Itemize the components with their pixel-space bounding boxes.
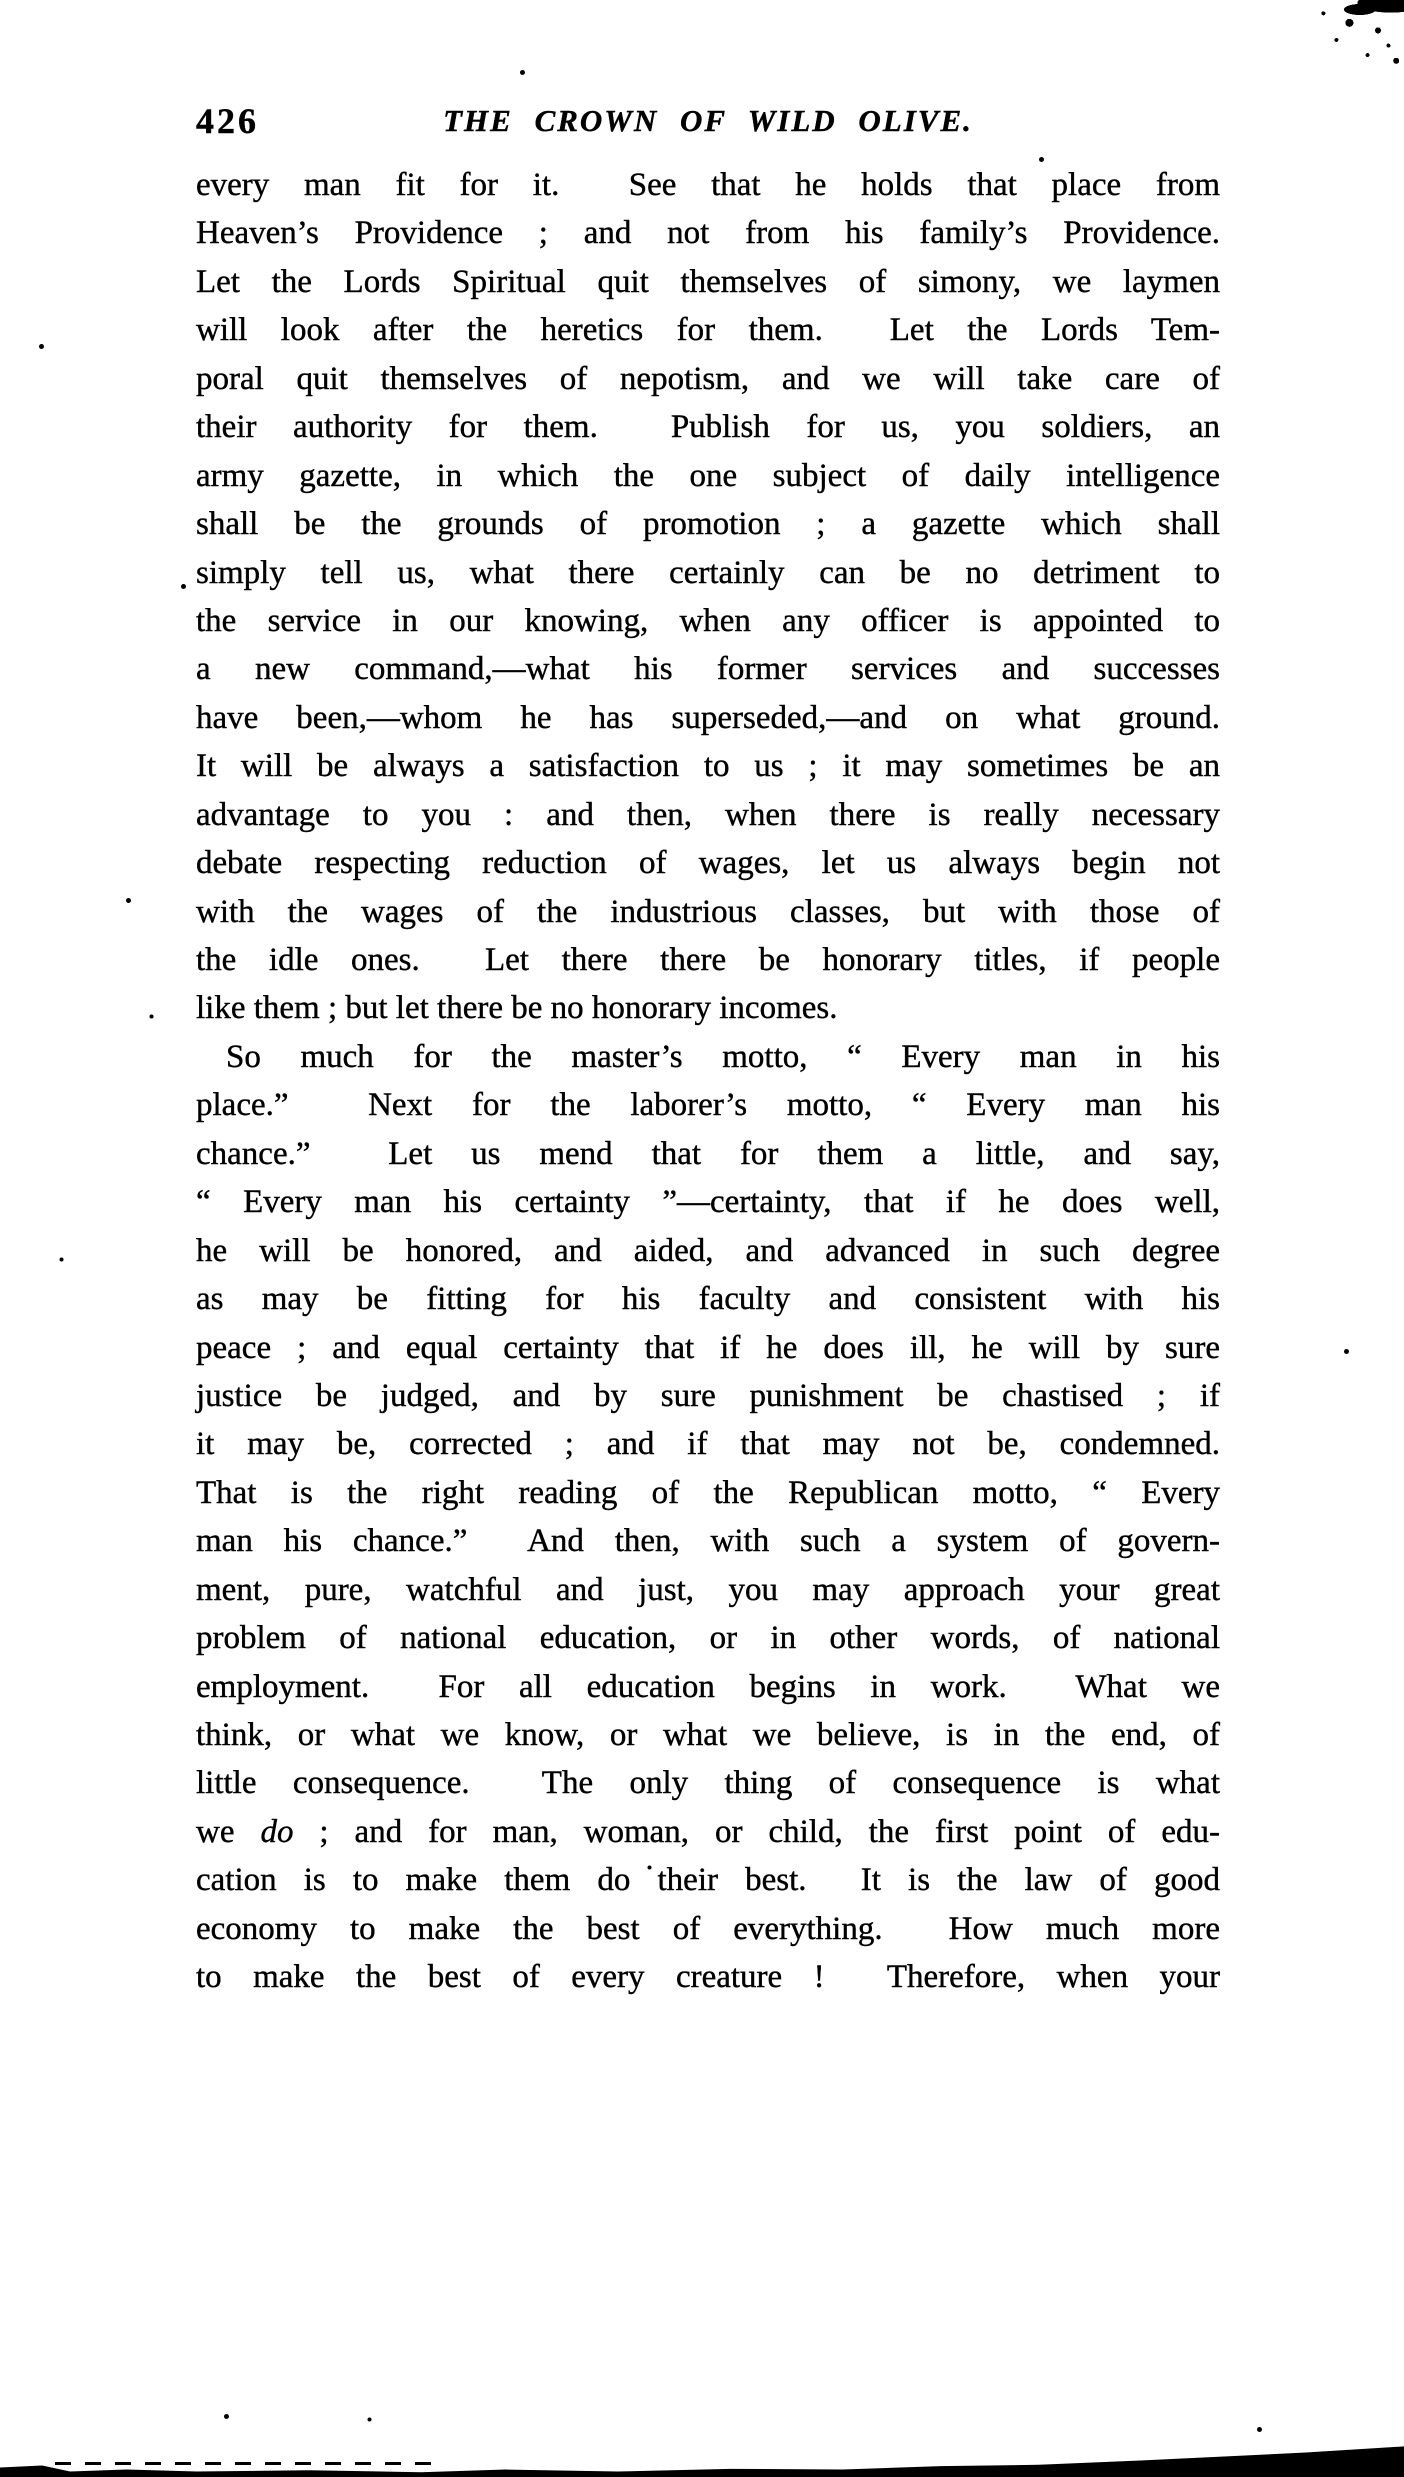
scan-noise-top-right xyxy=(1274,0,1404,95)
text-line: it may be, corrected ; and if that may not be, condemned. xyxy=(196,1426,1220,1463)
text-line: with the wages of the industrious classes, but with those of xyxy=(196,893,1220,930)
text-line: army gazette, in which the one subject of daily intelligence xyxy=(196,457,1220,494)
text-line: we do ; and for man, woman, or child, the first point of edu- xyxy=(196,1813,1220,1850)
text-line: to make the best of every creature ! Therefore, when your xyxy=(196,1959,1220,1996)
text-line: That is the right reading of the Republican motto, “ Every xyxy=(196,1474,1220,1511)
text-line: “ Every man his certainty ”—certainty, that if he does well, xyxy=(196,1184,1220,1221)
text-line: place.” Next for the laborer’s motto, “ Every man his xyxy=(196,1087,1220,1124)
text-line: ment, pure, watchful and just, you may approach your great xyxy=(196,1571,1220,1608)
page-number: 426 xyxy=(196,101,259,141)
text-block xyxy=(196,161,1220,2002)
text-line: cation is to make them do their best. It is the law of good xyxy=(196,1862,1220,1899)
text-line: Heaven’s Providence ; and not from his family’s Providence. xyxy=(196,215,1220,252)
text-line: employment. For all education begins in work. What we xyxy=(196,1668,1220,1705)
text-line: every man fit for it. See that he holds that place from xyxy=(196,167,1220,203)
text-line: he will be honored, and aided, and advanced in such degree xyxy=(196,1232,1220,1269)
text-line: advantage to you : and then, when there is really necessary xyxy=(196,796,1220,833)
text-line: like them ; but let there be no honorary incomes. xyxy=(196,990,838,1027)
text-line: as may be fitting for his faculty and consistent with his xyxy=(196,1281,1220,1318)
text-line: simply tell us, what there certainly can be no detriment to xyxy=(196,554,1220,591)
running-title: THE CROWN OF WILD OLIVE. xyxy=(443,103,973,138)
text-line: have been,—whom he has superseded,—and on what ground. xyxy=(196,699,1220,736)
text-line: debate respecting reduction of wages, let us always begin not xyxy=(196,845,1220,882)
text-line: peace ; and equal certainty that if he does ill, he will by sure xyxy=(196,1329,1220,1366)
text-line: justice be judged, and by sure punishment be chastised ; if xyxy=(196,1377,1220,1414)
text-line: little consequence. The only thing of consequence is what xyxy=(196,1765,1220,1802)
text-line: shall be the grounds of promotion ; a gazette which shall xyxy=(196,506,1220,543)
text-line: problem of national education, or in other words, of national xyxy=(196,1620,1220,1657)
text-line: Let the Lords Spiritual quit themselves of simony, we laymen xyxy=(196,263,1220,300)
text-line: the service in our knowing, when any officer is appointed to xyxy=(196,602,1220,639)
scan-artifact-bottom-dashes xyxy=(55,2462,445,2465)
text-line: will look after the heretics for them. Let the Lords Tem- xyxy=(196,312,1220,349)
text-line: So much for the master’s motto, “ Every man in his xyxy=(226,1038,1220,1075)
text-line: chance.” Let us mend that for them a little, and say, xyxy=(196,1135,1220,1172)
text-line: economy to make the best of everything. How much more xyxy=(196,1910,1220,1947)
text-line: man his chance.” And then, with such a system of govern- xyxy=(196,1523,1220,1560)
text-line: their authority for them. Publish for us, you soldiers, an xyxy=(196,409,1220,446)
text-line: think, or what we know, or what we believe, is in the end, of xyxy=(196,1717,1220,1753)
text-line: a new command,—what his former services and successes xyxy=(196,651,1220,688)
scan-specks xyxy=(0,0,3,3)
paragraph xyxy=(196,161,1220,1033)
scan-artifact-bottom-band xyxy=(0,2443,1404,2477)
text-line: the idle ones. Let there there be honorary titles, if people xyxy=(196,942,1220,978)
text-line: poral quit themselves of nepotism, and we will take care of xyxy=(196,360,1220,397)
paragraph xyxy=(196,1033,1220,2002)
text-line: It will be always a satisfaction to us ; it may sometimes be an xyxy=(196,748,1220,785)
